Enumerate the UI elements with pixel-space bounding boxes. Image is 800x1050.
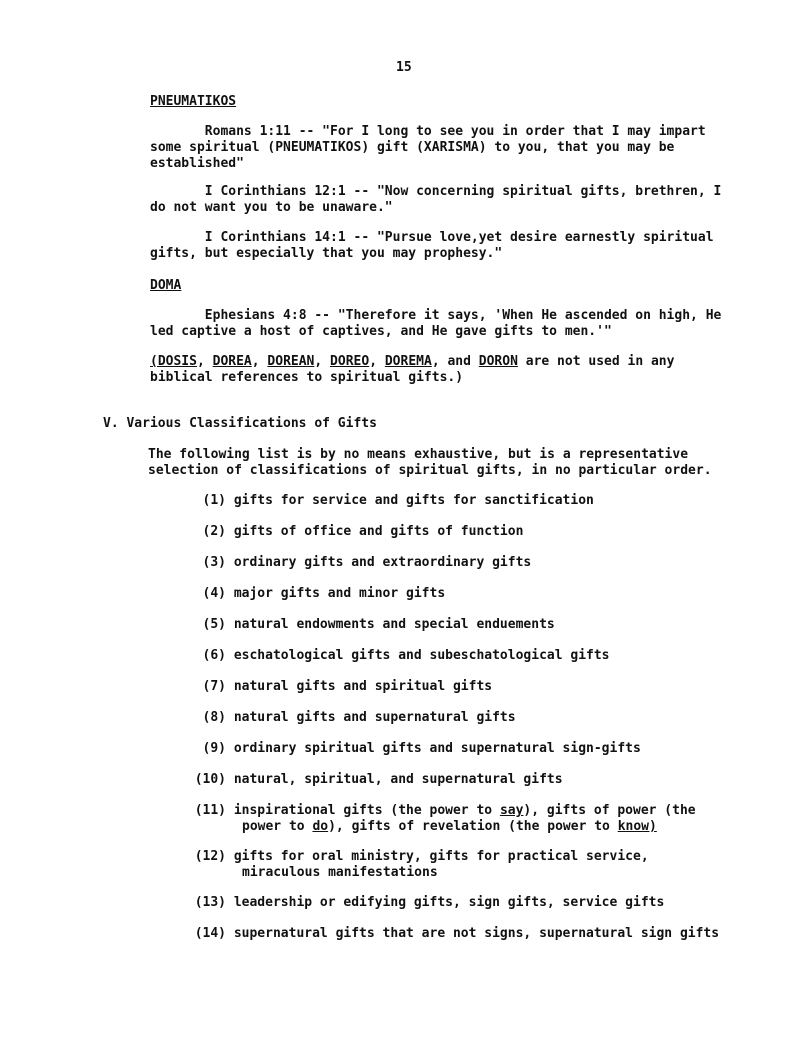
item-number: (13) xyxy=(194,895,226,910)
line: led captive a host of captives, and He gave gifts to men.'" xyxy=(150,324,612,339)
item-text: ), gifts of revelation (the power to xyxy=(328,819,618,834)
item-number: (12) xyxy=(194,849,226,864)
term: DOREAN xyxy=(267,354,315,369)
item-number: (3) xyxy=(202,555,226,570)
line: selection of classifications of spiritual gifts, in no particular order. xyxy=(148,463,712,478)
item-text: power to xyxy=(242,819,313,834)
list-item xyxy=(190,803,696,835)
heading-doma: DOMA xyxy=(150,278,182,293)
list-item xyxy=(190,926,719,942)
item-text: leadership or edifying gifts, sign gifts, service gifts xyxy=(233,895,665,910)
emphasis: do xyxy=(312,819,329,834)
sep: , and xyxy=(431,354,479,369)
sep: , xyxy=(314,354,331,369)
list-item xyxy=(190,524,523,540)
item-text: inspirational gifts (the power to xyxy=(233,803,500,818)
line: I Corinthians 14:1 -- "Pursue love,yet desire earnestly spiritual xyxy=(150,230,714,245)
item-number: (6) xyxy=(202,648,226,663)
item-number: (2) xyxy=(202,524,226,539)
item-text: eschatological gifts and subeschatological gifts xyxy=(233,648,610,663)
line: biblical references to spiritual gifts.) xyxy=(150,370,464,385)
paragraph-ephesians xyxy=(150,308,721,340)
item-number: (8) xyxy=(202,710,226,725)
item-number: (7) xyxy=(202,679,226,694)
item-text: natural endowments and special enduements xyxy=(233,617,555,632)
paragraph-1cor-12 xyxy=(150,184,721,216)
item-text: ordinary gifts and extraordinary gifts xyxy=(233,555,532,570)
list-item xyxy=(190,493,594,509)
item-text: natural gifts and spiritual gifts xyxy=(233,679,493,694)
item-number: (1) xyxy=(202,493,226,508)
line: gifts, but especially that you may prophesy." xyxy=(150,246,503,261)
line: I Corinthians 12:1 -- "Now concerning spiritual gifts, brethren, I xyxy=(150,184,722,199)
line: some spiritual (PNEUMATIKOS) gift (XARISMA) to you, that you may be xyxy=(150,140,675,155)
line: The following list is by no means exhaustive, but is a representative xyxy=(148,447,689,462)
emphasis: say xyxy=(499,803,524,818)
sep: , xyxy=(369,354,385,369)
term: DOREA xyxy=(212,354,252,369)
list-item xyxy=(190,617,555,633)
item-text: natural, spiritual, and supernatural gifts xyxy=(233,772,563,787)
item-number: (5) xyxy=(202,617,226,632)
paragraph-romans xyxy=(150,124,706,172)
text: are not used in any xyxy=(517,354,675,369)
heading-pneumatikos: PNEUMATIKOS xyxy=(150,94,237,109)
list-item xyxy=(190,772,563,788)
page-number: 15 xyxy=(396,60,412,75)
list-item xyxy=(190,586,445,602)
line: Romans 1:11 -- "For I long to see you in order that I may impart xyxy=(150,124,706,139)
list-item xyxy=(190,849,649,881)
list-item xyxy=(190,710,516,726)
item-text: natural gifts and supernatural gifts xyxy=(233,710,516,725)
line: Ephesians 4:8 -- "Therefore it says, 'When He ascended on high, He xyxy=(150,308,722,323)
section-intro xyxy=(148,447,712,479)
list-item xyxy=(190,679,492,695)
list-item xyxy=(190,555,531,571)
sep: , xyxy=(196,354,213,369)
item-text: major gifts and minor gifts xyxy=(233,586,446,601)
item-number: (4) xyxy=(202,586,226,601)
item-text: gifts for service and gifts for sanctification xyxy=(233,493,594,508)
term: DOREO xyxy=(330,354,370,369)
item-continuation xyxy=(190,819,696,835)
item-text: supernatural gifts that are not signs, supernatural sign gifts xyxy=(233,926,720,941)
line: do not want you to be unaware." xyxy=(150,200,393,215)
list-item xyxy=(190,648,610,664)
sep: , xyxy=(251,354,268,369)
item-continuation: miraculous manifestations xyxy=(242,865,438,880)
term: DOREMA xyxy=(384,354,432,369)
item-text: gifts of office and gifts of function xyxy=(233,524,524,539)
item-text: ordinary spiritual gifts and supernatural sign-gifts xyxy=(233,741,641,756)
item-number: (11) xyxy=(194,803,226,818)
item-number: (9) xyxy=(202,741,226,756)
list-item xyxy=(190,895,664,911)
paragraph-greek-terms xyxy=(150,354,674,386)
paragraph-1cor-14 xyxy=(150,230,714,262)
list-item xyxy=(190,741,641,757)
item-number: (14) xyxy=(194,926,226,941)
term: (DOSIS xyxy=(150,354,197,369)
line: established" xyxy=(150,156,244,171)
emphasis: know) xyxy=(617,819,657,834)
item-text: gifts for oral ministry, gifts for practical service, xyxy=(233,849,649,864)
item-text: ), gifts of power (the xyxy=(523,803,696,818)
section-heading: V. Various Classifications of Gifts xyxy=(103,416,377,431)
term: DORON xyxy=(478,354,518,369)
item-number: (10) xyxy=(194,772,226,787)
